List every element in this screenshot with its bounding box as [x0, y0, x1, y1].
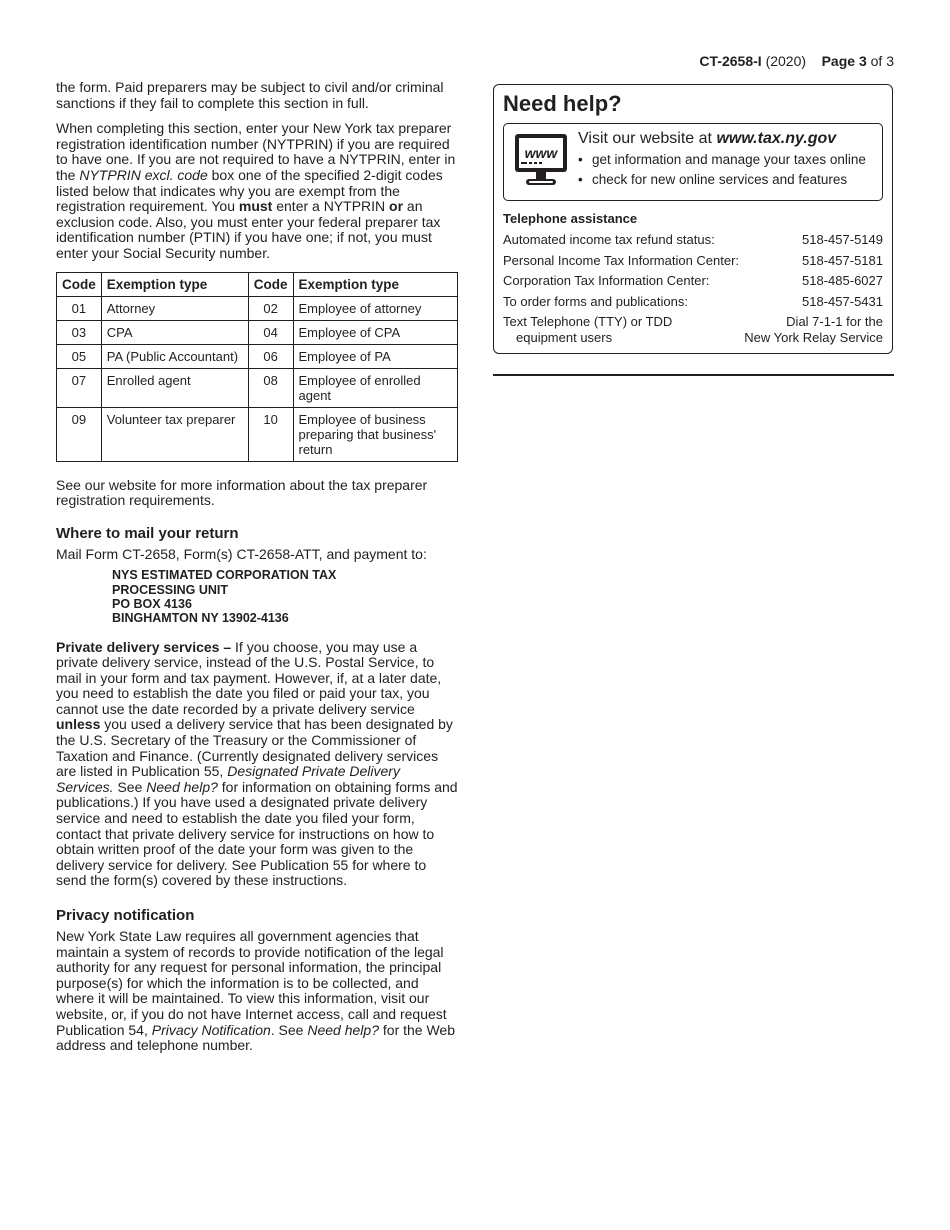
- code-cell: 08: [248, 368, 293, 407]
- col-exemption-type: Exemption type: [293, 272, 458, 296]
- text: Visit our website at: [578, 130, 717, 147]
- phone-label: Corporation Tax Information Center:: [503, 273, 710, 288]
- text: box one of the specified 2-digit codes listed below that indicates why you are exempt from the registration requirement. You: [56, 166, 443, 215]
- exemption-cell: Employee of CPA: [293, 320, 458, 344]
- paragraph-preparer-sanctions: the form. Paid preparers may be subject to civil and/or criminal sanctions if they fail to complete this section in full.: [56, 79, 444, 111]
- text: If you choose, you may use a private delivery service, instead of the U.S. Postal Service, to mail in your form and tax payment. However, if, at a later date, you need to establish the date you filed or paid your tax, you cannot use the date recorded by a private delivery service: [56, 638, 442, 717]
- phone-row: [503, 253, 883, 269]
- phone-number: 518-457-5149: [802, 232, 883, 247]
- page-total: of 3: [870, 53, 894, 69]
- website-text: [578, 130, 866, 192]
- tty-value-line: Dial 7-1-1 for the: [786, 314, 883, 329]
- text-bold: Private delivery services –: [56, 638, 232, 655]
- divider-line: [493, 374, 894, 376]
- text-bold: must: [238, 198, 273, 215]
- exemption-cell: CPA: [101, 320, 248, 344]
- address-line: NYS ESTIMATED CORPORATION TAX: [112, 568, 337, 583]
- visit-website: [578, 130, 866, 148]
- text-italic: Privacy Notification: [151, 1021, 271, 1038]
- page-number: 3: [858, 53, 867, 69]
- phone-number: 518-457-5181: [802, 252, 883, 268]
- paragraph-mail-form: Mail Form CT-2658, Form(s) CT-2658-ATT, and payment to:: [56, 545, 427, 562]
- form-number: CT-2658-I: [699, 53, 762, 69]
- phone-number: 518-485-6027: [802, 273, 883, 288]
- exemption-cell: Volunteer tax preparer: [101, 407, 248, 461]
- right-column: [493, 84, 893, 354]
- exemption-code-table: [56, 272, 458, 462]
- table-row: [57, 368, 458, 407]
- text: you used a delivery service that has been designated by the U.S. Secretary of the Treasury or the Commissioner of Taxation and Finance. (Currently designated delivery services are listed in Publication 55,: [56, 716, 453, 780]
- paragraph-website-info: See our website for more information about the tax preparer registration requirements.: [56, 476, 428, 509]
- phone-number: 518-457-5431: [802, 293, 883, 309]
- exemption-cell: Enrolled agent: [101, 368, 248, 407]
- phone-label: Automated income tax refund status:: [503, 232, 715, 247]
- exemption-cell: Employee of PA: [293, 344, 458, 368]
- need-help-title: Need help?: [503, 91, 622, 116]
- code-cell: 03: [57, 320, 102, 344]
- page-label: Page: [821, 53, 856, 69]
- text-italic: Need help?: [146, 778, 218, 795]
- table-row: [57, 407, 458, 461]
- code-cell: 06: [248, 344, 293, 368]
- code-cell: 04: [248, 320, 293, 344]
- paragraph-privacy: [56, 929, 458, 1054]
- table-row: [57, 296, 458, 320]
- table-row: [57, 320, 458, 344]
- text: for the Web address and telephone number.: [56, 1021, 456, 1054]
- code-cell: 05: [57, 344, 102, 368]
- text-italic: Need help?: [307, 1021, 379, 1038]
- col-exemption-type: Exemption type: [101, 272, 248, 296]
- exemption-cell: Employee of business preparing that business' return: [293, 407, 458, 461]
- tty-label-line: Text Telephone (TTY) or TDD: [503, 314, 673, 329]
- address-line: BINGHAMTON NY 13902-4136: [112, 611, 289, 626]
- tty-label: [503, 314, 672, 345]
- phone-label: Personal Income Tax Information Center:: [503, 252, 740, 268]
- text: . See: [270, 1021, 308, 1038]
- address-line: PROCESSING UNIT: [112, 582, 228, 597]
- paragraph-nytprin: [56, 121, 458, 261]
- computer-monitor-icon: [512, 130, 570, 188]
- text-bold: or: [389, 198, 404, 215]
- table-row: [57, 344, 458, 368]
- website-bullets: [578, 152, 866, 187]
- list-item: • get information and manage your taxes online: [578, 152, 866, 167]
- code-cell: 10: [248, 407, 293, 461]
- website-box: [503, 123, 883, 201]
- code-cell: 09: [57, 407, 102, 461]
- phone-label: To order forms and publications:: [503, 293, 688, 309]
- col-code: Code: [248, 272, 293, 296]
- exemption-cell: Employee of enrolled agent: [293, 368, 458, 407]
- exemption-cell: Attorney: [101, 296, 248, 320]
- mailing-address: [112, 568, 458, 625]
- phone-row: [503, 273, 883, 289]
- www-icon-text: www: [524, 145, 558, 161]
- phone-row: [503, 294, 883, 310]
- heading-where-to-mail: Where to mail your return: [56, 524, 239, 542]
- tty-value-line: New York Relay Service: [744, 329, 883, 345]
- tty-row: [503, 314, 883, 345]
- text: an exclusion code. Also, you must enter your federal preparer tax identification number (PTIN) if you have one; if not, you must enter your Social Security number.: [56, 198, 441, 261]
- phone-row: [503, 232, 883, 248]
- telephone-assistance-title: Telephone assistance: [503, 211, 638, 226]
- col-code: Code: [57, 272, 102, 296]
- need-help-box: [493, 84, 893, 354]
- tty-label-line: equipment users: [516, 329, 613, 345]
- text: When completing this section, enter your New York tax preparer registration identification number (NYTPRIN) if you are required to have one. If you are not required to have a NYTPRIN, enter in the: [56, 120, 456, 183]
- website-link[interactable]: www.tax.ny.gov: [716, 130, 837, 147]
- heading-privacy-notification: Privacy notification: [56, 907, 195, 924]
- text: See: [113, 778, 147, 795]
- text: New York State Law requires all government agencies that maintain a system of records to provide notification of the legal authority for any request for personal information, the principal purpose(s) for which the information is to be collected, and where it will be maintained. To view this information, visit our website, or, if you do not have Internet access, call and request Publication 54,: [56, 928, 447, 1038]
- paragraph-private-delivery: [56, 640, 458, 890]
- exemption-cell: PA (Public Accountant): [101, 344, 248, 368]
- table-header-row: [57, 272, 458, 296]
- address-line: PO BOX 4136: [112, 596, 192, 611]
- text-italic: Designated Private Delivery Services.: [56, 763, 400, 795]
- code-cell: 02: [248, 296, 293, 320]
- code-cell: 07: [57, 368, 102, 407]
- code-cell: 01: [57, 296, 102, 320]
- tty-value: [744, 314, 883, 345]
- form-year: (2020): [765, 53, 807, 69]
- left-column: [56, 80, 458, 1064]
- text-bold: unless: [56, 716, 101, 733]
- text-italic: NYTPRIN excl. code: [79, 166, 208, 183]
- text: enter a NYTPRIN: [272, 198, 390, 215]
- exemption-cell: Employee of attorney: [293, 296, 458, 320]
- list-item: • check for new online services and features: [578, 172, 866, 187]
- page-header: [699, 53, 894, 69]
- text: for information on obtaining forms and publications.) If you have used a designated private delivery service and need to establish the date you filed your form, contact that private delivery service for instructions on how to obtain written proof of the date your form was given to the delivery service for delivery. See Publication 55 for where to send the form(s) covered by these instructions.: [56, 778, 458, 889]
